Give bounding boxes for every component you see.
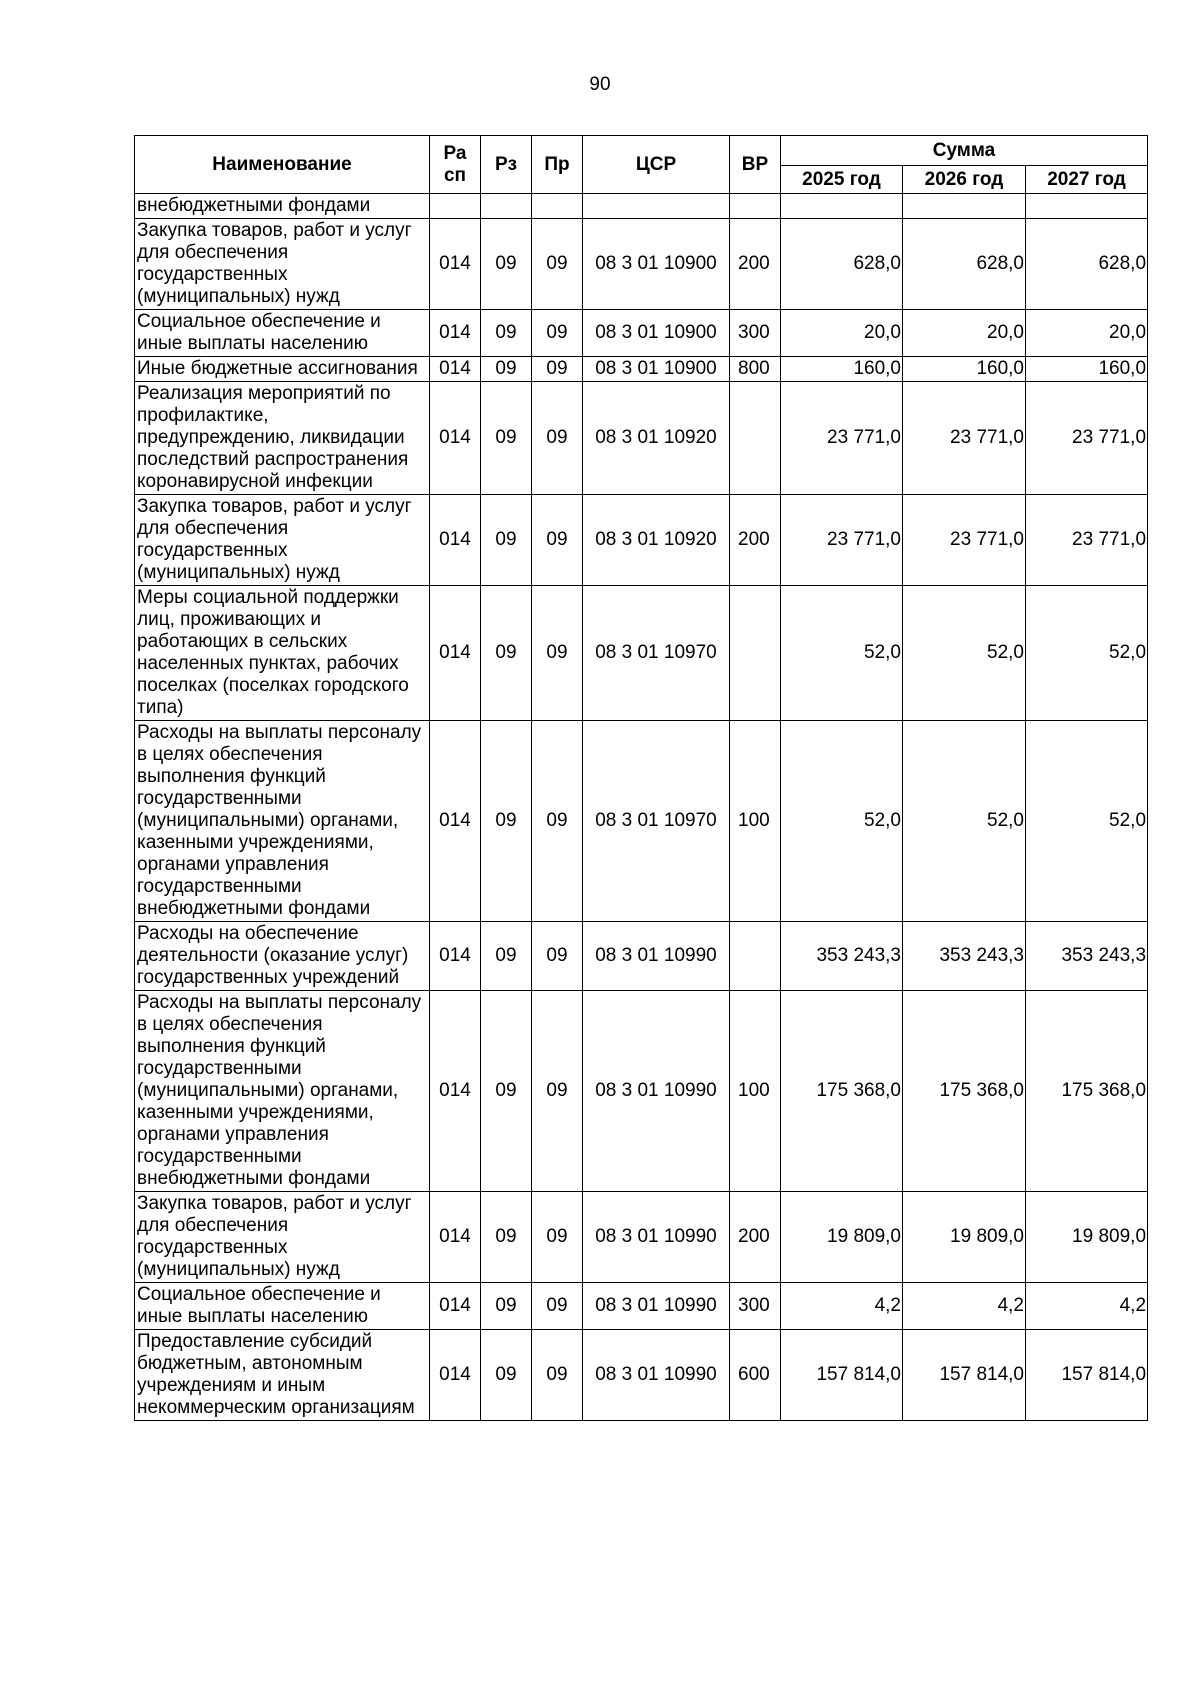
- row-name: Расходы на выплаты персоналу в целях обеспечения выполнения функций государственными (муниципальными) органами, казенными учреждениями, органами управления государственными внебюджетными фондами: [135, 991, 430, 1192]
- row-sum-2026: 23 771,0: [903, 495, 1026, 586]
- row-csr: 08 3 01 10990: [583, 1192, 730, 1283]
- row-name: внебюджетными фондами: [135, 194, 430, 219]
- table-row: [135, 991, 1148, 1192]
- row-sum-2027: 20,0: [1026, 310, 1148, 357]
- row-csr: 08 3 01 10900: [583, 219, 730, 310]
- row-sum-2025: 160,0: [781, 357, 903, 382]
- row-sum-2025: 52,0: [781, 721, 903, 922]
- row-csr: 08 3 01 10900: [583, 310, 730, 357]
- row-vr: 200: [730, 219, 781, 310]
- row-vr: 100: [730, 721, 781, 922]
- row-sum-2025: 4,2: [781, 1283, 903, 1330]
- header-pr: Пр: [532, 136, 583, 194]
- row-rz: 09: [481, 382, 532, 495]
- row-pr: 09: [532, 382, 583, 495]
- row-pr: 09: [532, 219, 583, 310]
- row-rasp: 014: [430, 1192, 481, 1283]
- row-sum-2026: 160,0: [903, 357, 1026, 382]
- row-rasp: 014: [430, 721, 481, 922]
- row-rasp: 014: [430, 310, 481, 357]
- row-sum-2026: 23 771,0: [903, 382, 1026, 495]
- row-csr: 08 3 01 10990: [583, 922, 730, 991]
- row-rasp: 014: [430, 495, 481, 586]
- row-rasp: 014: [430, 586, 481, 721]
- row-sum-2027: 19 809,0: [1026, 1192, 1148, 1283]
- row-rasp: 014: [430, 219, 481, 310]
- row-sum-2026: 628,0: [903, 219, 1026, 310]
- row-sum-2026: 19 809,0: [903, 1192, 1026, 1283]
- row-rasp: 014: [430, 1283, 481, 1330]
- row-sum-2026: 4,2: [903, 1283, 1026, 1330]
- row-sum-2026: 175 368,0: [903, 991, 1026, 1192]
- row-vr: 200: [730, 1192, 781, 1283]
- row-sum-2027: 160,0: [1026, 357, 1148, 382]
- row-sum-2025: 353 243,3: [781, 922, 903, 991]
- row-vr: [730, 922, 781, 991]
- row-sum-2025: 175 368,0: [781, 991, 903, 1192]
- row-sum-2027: 353 243,3: [1026, 922, 1148, 991]
- row-csr: 08 3 01 10970: [583, 586, 730, 721]
- row-csr: 08 3 01 10990: [583, 1330, 730, 1421]
- row-csr: 08 3 01 10990: [583, 991, 730, 1192]
- row-csr: [583, 194, 730, 219]
- table-row: [135, 382, 1148, 495]
- table-row: [135, 1330, 1148, 1421]
- table-row: [135, 1192, 1148, 1283]
- row-csr: 08 3 01 10970: [583, 721, 730, 922]
- row-sum-2025: 20,0: [781, 310, 903, 357]
- row-name: Реализация мероприятий по профилактике, предупреждению, ликвидации последствий распространения коронавирусной инфекции: [135, 382, 430, 495]
- row-sum-2027: 52,0: [1026, 721, 1148, 922]
- table-row: [135, 1283, 1148, 1330]
- row-pr: 09: [532, 721, 583, 922]
- table-row: [135, 357, 1148, 382]
- table-row: [135, 194, 1148, 219]
- row-name: Социальное обеспечение и иные выплаты населению: [135, 1283, 430, 1330]
- row-rz: 09: [481, 721, 532, 922]
- header-name: Наименование: [135, 136, 430, 194]
- row-rz: 09: [481, 1283, 532, 1330]
- row-pr: 09: [532, 1283, 583, 1330]
- row-sum-2027: 157 814,0: [1026, 1330, 1148, 1421]
- row-vr: 100: [730, 991, 781, 1192]
- row-name: Предоставление субсидий бюджетным, автономным учреждениям и иным некоммерческим организациям: [135, 1330, 430, 1421]
- row-sum-2027: 628,0: [1026, 219, 1148, 310]
- row-rasp: 014: [430, 991, 481, 1192]
- row-sum-2026: 20,0: [903, 310, 1026, 357]
- header-rasp: Ра сп: [430, 136, 481, 194]
- row-sum-2025: [781, 194, 903, 219]
- row-sum-2026: 157 814,0: [903, 1330, 1026, 1421]
- row-sum-2025: 23 771,0: [781, 495, 903, 586]
- row-rasp: [430, 194, 481, 219]
- budget-table: [134, 135, 1148, 1421]
- row-rasp: 014: [430, 1330, 481, 1421]
- row-csr: 08 3 01 10920: [583, 495, 730, 586]
- header-year-2026: 2026 год: [903, 166, 1026, 194]
- row-rz: 09: [481, 922, 532, 991]
- row-vr: [730, 586, 781, 721]
- row-rz: 09: [481, 991, 532, 1192]
- row-name: Закупка товаров, работ и услуг для обеспечения государственных (муниципальных) нужд: [135, 219, 430, 310]
- row-rz: 09: [481, 1330, 532, 1421]
- row-name: Закупка товаров, работ и услуг для обеспечения государственных (муниципальных) нужд: [135, 495, 430, 586]
- row-vr: [730, 194, 781, 219]
- row-vr: 800: [730, 357, 781, 382]
- row-name: Расходы на обеспечение деятельности (оказание услуг) государственных учреждений: [135, 922, 430, 991]
- row-rz: 09: [481, 495, 532, 586]
- table-row: [135, 721, 1148, 922]
- row-pr: 09: [532, 310, 583, 357]
- row-pr: [532, 194, 583, 219]
- row-sum-2027: 23 771,0: [1026, 495, 1148, 586]
- row-sum-2027: 23 771,0: [1026, 382, 1148, 495]
- row-vr: 200: [730, 495, 781, 586]
- row-pr: 09: [532, 922, 583, 991]
- row-rasp: 014: [430, 382, 481, 495]
- row-pr: 09: [532, 495, 583, 586]
- row-vr: [730, 382, 781, 495]
- row-rz: 09: [481, 310, 532, 357]
- row-name: Иные бюджетные ассигнования: [135, 357, 430, 382]
- row-rasp: 014: [430, 922, 481, 991]
- row-rz: 09: [481, 357, 532, 382]
- row-sum-2027: 4,2: [1026, 1283, 1148, 1330]
- table-row: [135, 495, 1148, 586]
- row-name: Закупка товаров, работ и услуг для обеспечения государственных (муниципальных) нужд: [135, 1192, 430, 1283]
- row-sum-2027: 52,0: [1026, 586, 1148, 721]
- row-csr: 08 3 01 10990: [583, 1283, 730, 1330]
- header-vr: ВР: [730, 136, 781, 194]
- row-sum-2027: [1026, 194, 1148, 219]
- row-pr: 09: [532, 586, 583, 721]
- row-name: Расходы на выплаты персоналу в целях обеспечения выполнения функций государственными (муниципальными) органами, казенными учреждениями, органами управления государственными внебюджетными фондами: [135, 721, 430, 922]
- row-sum-2027: 175 368,0: [1026, 991, 1148, 1192]
- row-rz: 09: [481, 219, 532, 310]
- table-row: [135, 310, 1148, 357]
- row-pr: 09: [532, 1192, 583, 1283]
- row-sum-2026: 52,0: [903, 721, 1026, 922]
- row-pr: 09: [532, 991, 583, 1192]
- row-rz: 09: [481, 586, 532, 721]
- page-number: 90: [589, 74, 611, 95]
- row-sum-2026: 353 243,3: [903, 922, 1026, 991]
- row-vr: 300: [730, 310, 781, 357]
- row-sum-2025: 23 771,0: [781, 382, 903, 495]
- row-name: Социальное обеспечение и иные выплаты населению: [135, 310, 430, 357]
- row-vr: 300: [730, 1283, 781, 1330]
- table-body: [135, 194, 1148, 1421]
- row-rz: 09: [481, 1192, 532, 1283]
- table-row: [135, 219, 1148, 310]
- row-sum-2026: 52,0: [903, 586, 1026, 721]
- row-vr: 600: [730, 1330, 781, 1421]
- row-csr: 08 3 01 10900: [583, 357, 730, 382]
- row-sum-2025: 628,0: [781, 219, 903, 310]
- row-sum-2025: 157 814,0: [781, 1330, 903, 1421]
- header-year-2025: 2025 год: [781, 166, 903, 194]
- row-name: Меры социальной поддержки лиц, проживающих и работающих в сельских населенных пунктах, рабочих поселках (поселках городского типа): [135, 586, 430, 721]
- header-rz: Рз: [481, 136, 532, 194]
- row-rz: [481, 194, 532, 219]
- header-csr: ЦСР: [583, 136, 730, 194]
- header-year-2027: 2027 год: [1026, 166, 1148, 194]
- row-sum-2025: 52,0: [781, 586, 903, 721]
- row-csr: 08 3 01 10920: [583, 382, 730, 495]
- row-sum-2025: 19 809,0: [781, 1192, 903, 1283]
- table-row: [135, 922, 1148, 991]
- header-summa: Сумма: [781, 136, 1148, 166]
- row-pr: 09: [532, 357, 583, 382]
- row-rasp: 014: [430, 357, 481, 382]
- row-pr: 09: [532, 1330, 583, 1421]
- table-row: [135, 586, 1148, 721]
- row-sum-2026: [903, 194, 1026, 219]
